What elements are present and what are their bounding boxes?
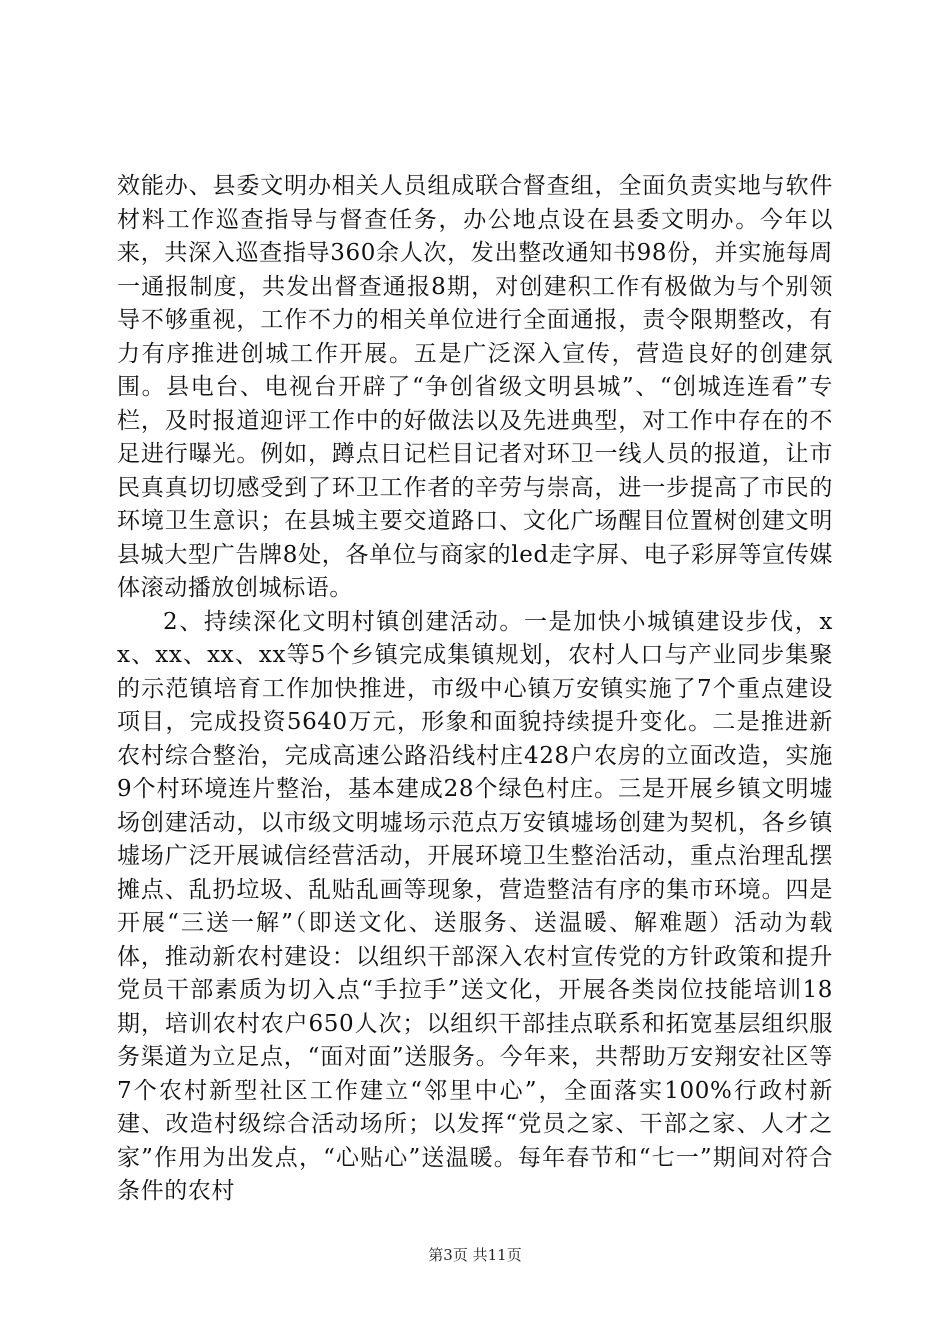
paragraph-village-town: 2、持续深化文明村镇创建活动。一是加快小城镇建设步伐，xx、xx、xx、xx等5个乡镇完成集镇规划，农村人口与产业同步集聚的示范镇培育工作加快推进，市级中心镇万安镇实施了7个重点建设项目，完成投资5640万元，形象和面貌持续提升变化。二是推进新农村综合整治，完成高速公路沿线村庄428户农房的立面改造，实施9个村环境连片整治，基本建成28个绿色村庄。三是开展乡镇文明墟场创建活动，以市级文明墟场示范点万安镇墟场创建为契机，各乡镇墟场广泛开展诚信经营活动，开展环境卫生整治活动，重点治理乱摆摊点、乱扔垃圾、乱贴乱画等现象，营造整洁有序的集市环境。四是开展“三送一解”（即送文化、送服务、送温暖、解难题）活动为载体，推动新农村建设：以组织干部深入农村宣传党的方针政策和提升党员干部素质为切入点“手拉手”送文化，开展各类岗位技能培训18期，培训农村农户650人次；以组织干部挂点联系和拓宽基层组织服务渠道为立足点，“面对面”送服务。今年来，共帮助万安翔安社区等7个农村新型社区工作建立“邻里中心”，全面落实100%行政村新建、改造村级综合活动场所；以发挥“党员之家、干部之家、人才之家”作用为出发点，“心贴心”送温暖。每年春节和“七一”期间对符合条件的农村 xyxy=(117,608,833,1204)
page-footer: 第3页 共11页 xyxy=(428,1246,522,1264)
document-body xyxy=(117,170,833,1209)
paragraph-continued: 效能办、县委文明办相关人员组成联合督查组，全面负责实地与软件材料工作巡查指导与督查任务，办公地点设在县委文明办。今年以来，共深入巡查指导360余人次，发出整改通知书98份，并实施每周一通报制度，共发出督查通报8期，对创建积工作有极做为与个别领导不够重视，工作不力的相关单位进行全面通报，责令限期整改，有力有序推进创城工作开展。五是广泛深入宣传，营造良好的创建氛围。县电台、电视台开辟了“争创省级文明县城”、“创城连连看”专栏，及时报道迎评工作中的好做法以及先进典型，对工作中存在的不足进行曝光。例如，蹲点日记栏目记者对环卫一线人员的报道，让市民真真切切感受到了环卫工作者的辛劳与崇高，进一步提高了市民的环境卫生意识；在县城主要交道路口、文化广场醒目位置树创建文明县城大型广告牌8处，各单位与商家的led走字屏、电子彩屏等宣传媒体滚动播放创城标语。 xyxy=(117,173,833,601)
